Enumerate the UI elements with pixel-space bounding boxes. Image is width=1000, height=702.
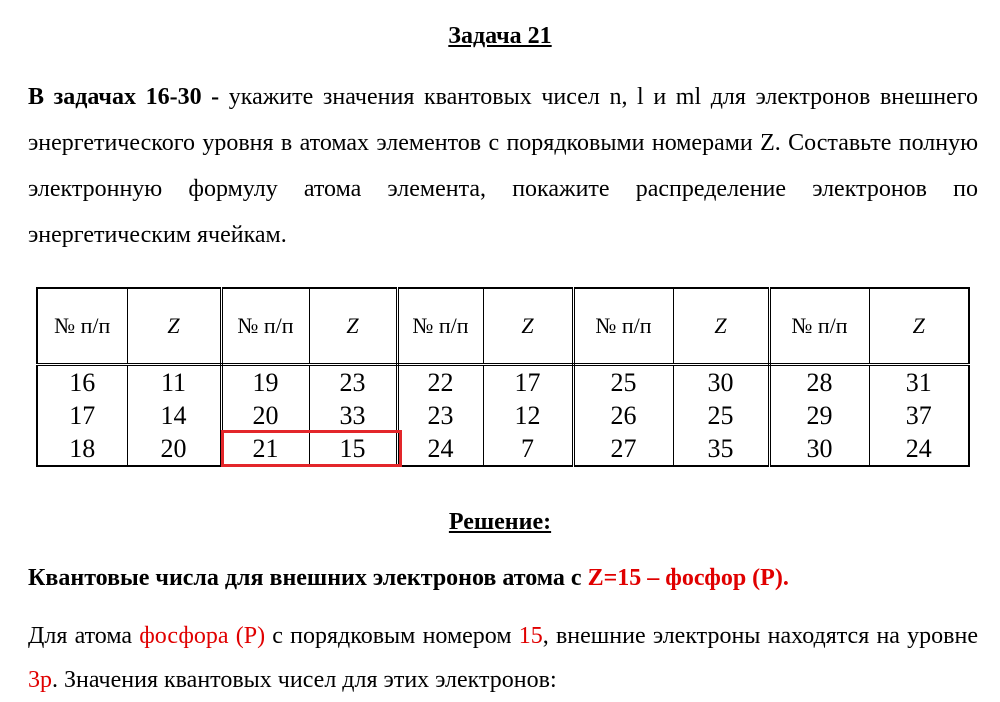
solution-orbital-level: 3p	[28, 667, 52, 693]
table-cell: 16	[37, 365, 127, 400]
table-cell: 25	[673, 399, 769, 432]
table-cell: 23	[397, 399, 483, 432]
table-cell: 12	[483, 399, 573, 432]
table-cell: 20	[221, 399, 309, 432]
table-cell: 24	[869, 432, 969, 466]
table-cell: 18	[37, 432, 127, 466]
table-row	[37, 399, 969, 432]
quantum-heading-element: Z=15 – фосфор (P).	[587, 565, 789, 591]
table-cell: 7	[483, 432, 573, 466]
header-num: № п/п	[573, 288, 673, 365]
solution-atomic-number: 15	[518, 623, 543, 649]
table-row	[37, 432, 969, 466]
header-num: № п/п	[37, 288, 127, 365]
table-cell: 29	[769, 399, 869, 432]
table-cell: 11	[127, 365, 221, 400]
table-cell: 19	[221, 365, 309, 400]
solution-title: Решение:	[448, 509, 552, 535]
table-cell: 31	[869, 365, 969, 400]
header-z: Z	[869, 288, 969, 365]
variants-table-container	[36, 287, 968, 465]
header-z: Z	[483, 288, 573, 365]
solution-paragraph	[28, 614, 978, 702]
table-cell: 26	[573, 399, 673, 432]
table-cell: 23	[309, 365, 397, 400]
solution-text: Для атома	[28, 623, 140, 649]
table-row	[37, 365, 969, 400]
table-cell: 20	[127, 432, 221, 466]
quantum-heading-text: Квантовые числа для внешних электронов атома с	[28, 565, 588, 591]
table-cell: 30	[673, 365, 769, 400]
table-cell: 27	[573, 432, 673, 466]
table-cell: 25	[573, 365, 673, 400]
solution-element-name: фосфора (P)	[139, 623, 266, 649]
variants-table	[36, 287, 970, 467]
task-statement-bold: В задачах 16-30 -	[28, 84, 220, 110]
header-z: Z	[673, 288, 769, 365]
task-statement	[28, 74, 978, 258]
table-cell: 28	[769, 365, 869, 400]
table-cell-highlighted-num: 21	[221, 432, 309, 466]
task-statement-text: укажите значения квантовых чисел n, l и ml для электронов внешнего энергетического уровня в атомах элементов с порядковыми номерами Z. Составьте полную электронную формулу атома элемента, покажите распределение электронов по энергетическим ячейкам.	[28, 84, 978, 248]
table-cell: 35	[673, 432, 769, 466]
table-cell: 33	[309, 399, 397, 432]
solution-text: с порядковым номером	[265, 623, 519, 649]
solution-text: . Значения квантовых чисел для этих электронов:	[52, 667, 557, 693]
header-num: № п/п	[221, 288, 309, 365]
header-z: Z	[309, 288, 397, 365]
table-header-row	[37, 288, 969, 365]
table-cell: 24	[397, 432, 483, 466]
table-cell: 30	[769, 432, 869, 466]
table-cell: 14	[127, 399, 221, 432]
header-z: Z	[127, 288, 221, 365]
table-cell: 37	[869, 399, 969, 432]
header-num: № п/п	[397, 288, 483, 365]
table-cell: 22	[397, 365, 483, 400]
table-cell: 17	[483, 365, 573, 400]
table-cell-highlighted-z: 15	[309, 432, 397, 466]
solution-text: , внешние электроны находятся на уровне	[542, 623, 978, 649]
table-cell: 17	[37, 399, 127, 432]
quantum-numbers-heading	[28, 563, 978, 593]
header-num: № п/п	[769, 288, 869, 365]
task-title: Задача 21	[448, 23, 552, 49]
